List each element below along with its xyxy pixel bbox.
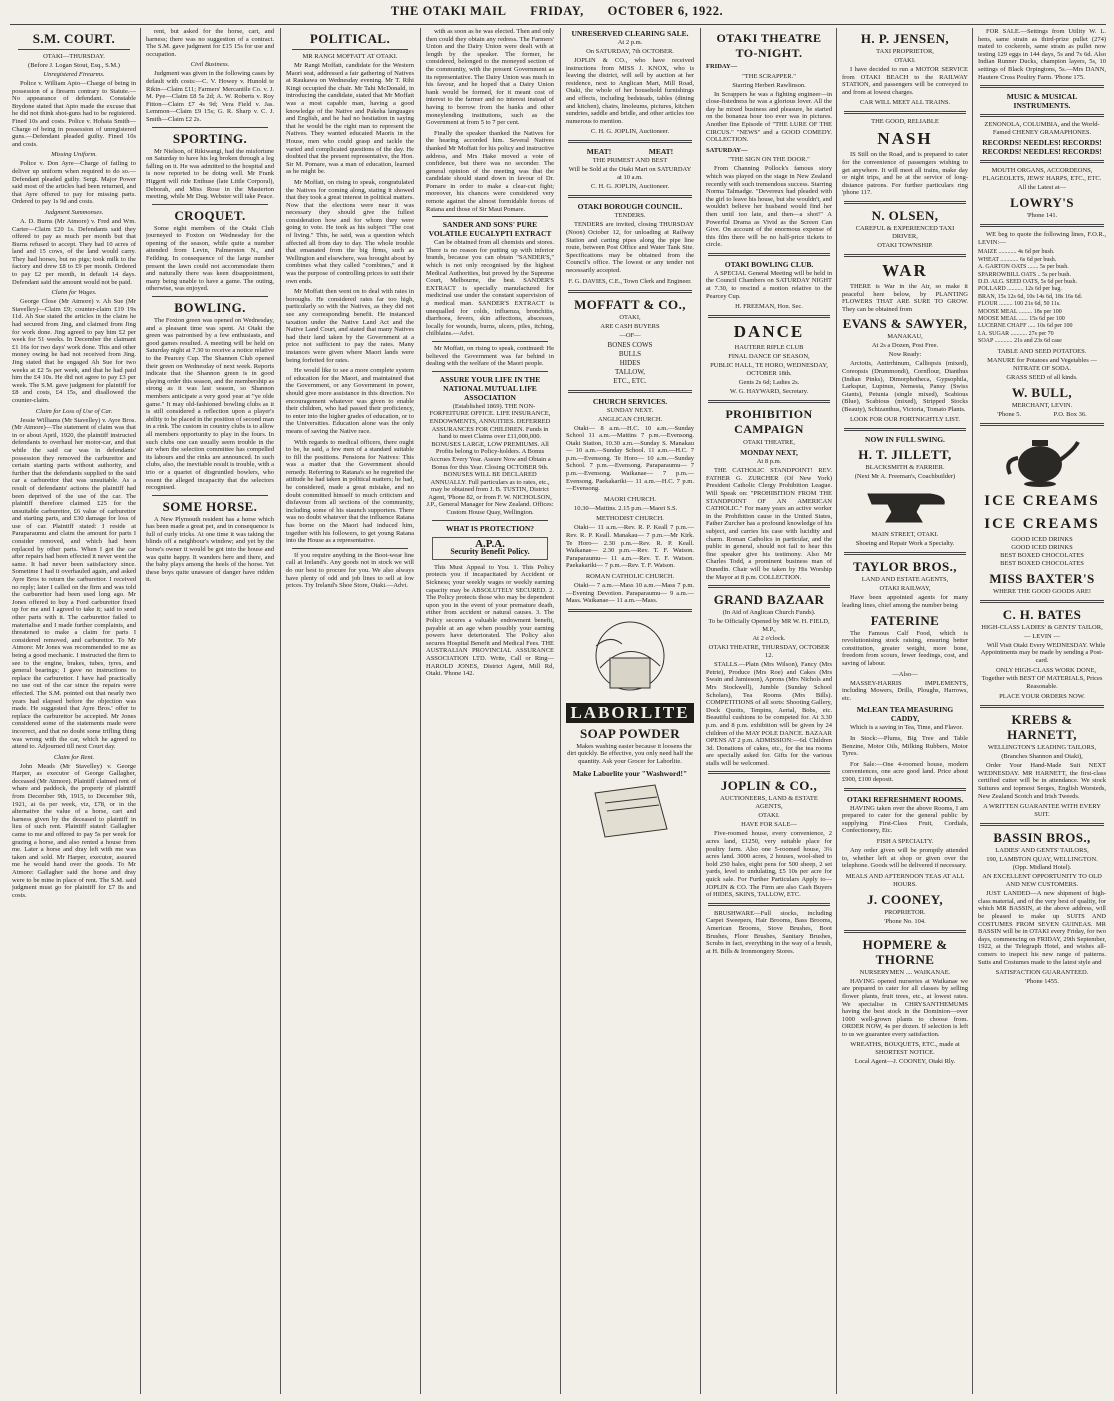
latest-label: All the Latest at— <box>1017 184 1067 192</box>
bowling-club-title: OTAKI BOWLING CLUB. <box>724 259 814 269</box>
sale-text: JOPLIN & CO., who have received instructions from MISS J. KNOX, who is leaving the district, will sell by auction at her residence, next to Anglican Mart, Mill Road, Otaki, the whole of her household furnishings and effects, including bedsteads, tables (dining and kitchen), chairs, linoleums, pictures, kitchen sundries, saddle and bridle, and other articles too numerous to mention. <box>566 57 694 125</box>
sporting-heading: SPORTING. <box>172 130 248 146</box>
church-text: 10.30—Mattins. 2.15 p.m.—Maori S.S. <box>574 504 678 512</box>
divider <box>844 428 966 431</box>
apa-badge-sub: Security Benefit Policy. <box>450 547 530 557</box>
article-text: Mr Nielson, of Rikiwangi, had the misfortune on Saturday to have his leg broken through a leg falling on it. He was admitted to the hospital and is now reported to be doing well. Mr Frank Higgott will ride Enthuse (late Little Corporal), Deborah, and Miss Rose in the Masterton meeting, while Mr Dug. Webster will take Peace. <box>146 147 274 201</box>
prohibition-text: THE CATHOLIC STANDPOINT! REV. FATHER G. ZURCHER (Of New York) President Catholic Clergy Prohibition League. Will Speak on: "PROHIBITION FROM THE STANDPOINT OF AN AMERICAN CATHOLIC." For many years an active worker in the Prohibition cause in the United States, Father Zurcher has a profound knowledge of his subject, and carries his case with lucidity and charm. Roman Catholics in particular, and the public in general, should not fail to hear this fine speaker give his testimony. Also Mr Charles Todd, a prominent business man of Dunedin. Chair will be taken by His Worship the Mayor at 8 p.m. COLLECTION. <box>706 467 832 581</box>
stock-text: In Stock:—Plums, Big Tree and Table Benzine, Motor Oils, Milking Rubbers, Motor Tyres. <box>842 735 968 758</box>
bassin-title: BASSIN BROS., <box>993 830 1091 846</box>
divider <box>980 224 1104 227</box>
column-divider <box>140 28 141 1394</box>
political-heading: POLITICAL. <box>309 31 391 46</box>
evans-text: Arctotis, Antirrhinum, Calliopsis (mixed), Coreopsis (Drummondi), Cornflour, Dianthus (Indian Pinks), Dimorphotheca, Gypsophila, Larkspur, Lupinus, Nemesia, Pansy (Swiss Giants), Petunia (single mixed), Scabious (Blue), Scabious (mixed), Stripped Stocks (Beauty), Schizanthus, Victoria, Tomato Plants. <box>842 360 968 413</box>
baxter-sub: WHERE THE GOOD GOODS ARE! <box>992 587 1092 595</box>
ice-creams-heading-1: ICE CREAMS <box>984 492 1100 509</box>
dance-text: PUBLIC HALL, TE HORO, WEDNESDAY, OCTOBER 18th. <box>710 362 828 378</box>
apa-text: This Must Appeal to You. 1. This Policy protects you if incapacitated by Accident or Sickness; your weekly wages or weekly earning capacity may be ABSOLUTELY SECURED. 2. The Policy protects those who may be dependent upon you in the event of your premature death, either from accident or natural causes. 3. The Policy secures a valuable endowment benefit, payable at an age when possibly your earning powers have deteriorated. The Policy also secures Hospital Benefit and Medical Fees. THE AUSTRALIAN PROVINCIAL ASSURANCE ASSOCIATION LTD. Write, Call or Ring— HAROLD JONES, District Agent, Mill Rd, Otaki. 'Phone 142. <box>426 563 554 678</box>
section-title: Judgment Summonses. <box>44 208 104 216</box>
divider <box>152 296 268 297</box>
apa-badge-title: A.P.A. <box>475 537 505 550</box>
jensen-text: I have decided to run a MOTOR SERVICE from OTAKI BEACH to the RAILWAY STATION, and passengers will be conveyed to and from at lowest charges. <box>842 66 968 96</box>
bates-sub: HIGH-CLASS LADIES' & GENTS' TAILOR, <box>981 623 1103 631</box>
evans-list: LOOK FOR OUR FORTNIGHTLY LIST. <box>850 416 960 424</box>
article-text: Some eight members of the Otaki Club journeyed to Foxton on Wednesday for the opening of the season, while quite a number attended from Levin, Palmerston N., and Feilding. In consequence of the large number present the lawn could not accommodate them and naturally there was keen disappointment, many being unable to have a game. The outing, otherwise, was enjoyed. <box>146 224 274 293</box>
evans-price: At 2s a Dozen, Post Free. <box>871 342 939 350</box>
hopmere-title: HOPMERE & THORNE <box>862 936 948 967</box>
joplin-title: JOPLIN & CO., <box>720 778 818 794</box>
sale-title: UNRESERVED CLEARING SALE. <box>571 29 689 38</box>
dance-sub: HAUTERE RIFLE CLUB <box>734 344 804 352</box>
music-title: MUSIC & MUSICAL INSTRUMENTS. <box>1006 92 1078 111</box>
section-title: Claim for Loss of Use of Car. <box>35 407 113 415</box>
prohibition-time: At 8 p.m. <box>756 458 782 466</box>
bull-grass: GRASS SEED of all kinds. <box>1006 373 1078 381</box>
church-text: Otaki— 7 a.m.—Mass 10 a.m.—Mass 7 p.m.—Evening Devotion. Paraparaumu— 9 a.m.—Mass. Waikanae— 11 a.m.—Mass. <box>566 582 694 605</box>
joplin-sub: AUCTIONEERS, LAND & ESTATE AGENTS, <box>720 795 818 811</box>
friday-label: FRIDAY— <box>706 63 738 70</box>
teapot-illustration <box>1002 430 1082 488</box>
article-text: with as soon as he was elected. Then and only then could they obtain any redress. The Farmers' Union and the Dairy Union were dealt with at length by the speaker. The former, he considered, belonged to the moneyed section of the community, with the present Government as its representative. The Dairy Union was much in his favour, and he hoped that a Dairy Union bank would be formed, for it meant cost of interest to the farmer and no interest instead of having to borrow from the banks and other moneylending institutions, such as the Government at from 5 to 7 per cent. <box>426 28 554 127</box>
bazaar-open: To be Officially Opened by MR W. H. FIELD, M.P., <box>708 618 830 634</box>
lowry-phone: 'Phone 141. <box>1026 212 1058 220</box>
bassin-sub: LADIES' AND GENTS' TAILORS, <box>995 847 1089 855</box>
divider <box>708 253 830 256</box>
divider <box>980 423 1104 426</box>
taylor-place: OTAKI RAILWAY, <box>879 585 931 593</box>
fish-title: FISH A SPECIALTY. <box>876 837 934 845</box>
evans-title: EVANS & SAWYER, <box>842 316 968 332</box>
bassin-phone: 'Phone 1455. <box>1025 978 1059 986</box>
masthead-date: OCTOBER 6, 1922. <box>607 4 724 18</box>
column-1-court <box>12 28 136 1394</box>
olsen-place: OTAKI TOWNSHIP. <box>877 241 933 249</box>
mclean-text: Which is a saving in Tea, Time, and Flavor. <box>850 724 963 732</box>
bazaar-text: STALLS.—Plain (Mrs Wilson), Fancy (Mrs Petrie), Produce (Mrs Roe) and Cakes (Mrs Swain and Jamieson), Aprons (Mrs Nichols and Mrs Stockwell), Jumble (Sunday School Scholars), Tea Rooms (Mrs Bills). COMPETITIONS of all sorts: Shooting Gallery, Dock Quoits, Tenpins, Aerial, Bobs, etc. Beautiful cushions to be competed for. At 3.30 p.m. and 8 p.m. exhibition will be given by 24 children of the MAY POLE DANCE. BAZAAR OPENS AT 2 p.m. ADMISSION:—6d. Children 3d. Donations of cakes, etc., for the tea rooms are specially asked for. Gifts for the various stalls will be welcomed. <box>706 661 832 767</box>
meals-text: MEALS AND AFTERNOON TEAS AT ALL HOURS. <box>845 872 965 888</box>
zon-text: ZENONOLA, COLUMBIA, and the World-Famed CHENEY GRAMAPHONES. <box>984 121 1100 137</box>
divider <box>980 705 1104 708</box>
sanders-text: Can be obtained from all chemists and stores. There is no reason for putting up with inferior brands, because you can obtain "SANDER'S," which is not only recognised by the highest Medical Authorities, but proved by the Supreme Court, Melbourne, the best. SANDER'S EXTRACT is specially manufactured for medicinal use under the constant supervision of a medical man. SANDER'S EXTRACT is unequalled for colds, influenza, bronchitis, diarrhoea, fevers, skin affections, abscesses, locally for wounds, burns, ulcers, piles, itching, chilblains.—Advt. <box>426 239 554 338</box>
bowling-club-text: A SPECIAL General Meeting will be held in the Council Chambers on SATURDAY NIGHT at 7.30, to rescind a motion relative to the Pearcey Cup. <box>706 269 832 300</box>
meat-sub: THE PRIMEST AND BEST <box>592 157 668 165</box>
divider <box>980 600 1104 603</box>
prohibition-place: OTAKI THEATRE, <box>743 439 795 447</box>
article-text: A New Plymouth resident has a horse which has been made a great pet, and in consequence is full of curly tricks. At one time it was taking the blinds off a neighbour's window; and yet by the horse's owner it would be got into the house and was quite happy. It wanders here and there, and the baby plays among the heels of the horse. Yet these boys quite unaware of danger have ridden it. <box>146 515 274 584</box>
sale-date: On SATURDAY, 7th OCTOBER. <box>586 48 674 55</box>
section-text: John Meads (Mr Stavelley) v. George Harper, as executor of George Gallagher, deceased (Mr Atmore). Plaintiff claimed rent of whare and paddock, the property of plaintiff from December 9th, 1915, to December 9th, 1921, at 6s per week, viz, £78, or in the alternative the value of a horse, cart and harness given by the deceased to plaintiff in lieu of such rent. Plaintiff stated: Gallagher came to me and offered to pay 5s per week for grazing a horse, and also rented a house from me. Later a horse and dray left with me was taken and sold. Mr Harper, executor, assured me he would hand over the goods. To Mr Atmore: Gallagher said the horse and dray were to be mine in place of rent. The S.M. said judgment must go for plaintiff for £7 8s and costs. <box>12 762 136 899</box>
jensen-tag: CAR WILL MEET ALL TRAINS. <box>859 99 951 107</box>
court-heading: S.M. COURT. <box>32 31 116 46</box>
swing-title: NOW IN FULL SWING. <box>865 435 945 445</box>
nash-title: NASH <box>877 129 933 149</box>
tenders-text: TENDERS are invited, closing THURSDAY (Noon) October 12, for unloading at Railway Station and carting pipes along the pipe line route, between Post Office and Water Tank Site. Specifications may be obtained from the Council's office. The lowest or any tender not necessarily accepted. <box>566 221 694 274</box>
bates-text: Will Visit Otaki Every WEDNESDAY. While Appointments may be made by sending a Post-card. <box>980 641 1106 664</box>
war-text: THERE is War in the Air, so make it peaceful here below, by PLANTING FLOWERS THAT ARE SURE TO GROW. They can be obtained from <box>842 282 968 313</box>
political-sub: MR RANGI MOFFATT AT OTAKI. <box>302 53 398 60</box>
fish-text: Any order given will be promptly attended to, whether left at shop or given over the telephone. Goods will be delivered if necessary. <box>842 846 968 870</box>
divider <box>152 204 268 205</box>
section-title: Missing Uniform. <box>51 151 97 159</box>
column-2-sport <box>146 28 274 1394</box>
joplin-sale: HAVE FOR SALE— <box>741 821 797 829</box>
moffatt-title: MOFFATT & CO., <box>574 296 686 312</box>
court-place: OTAKI—THURSDAY. <box>43 53 105 60</box>
section-text: Police v. Don Ayre—Charge of failing to deliver up uniform when required to do so.—Defendant pleaded guilty. Sergt. Major Power said most of the articles had been returned, and that Ayre offered to pay for missing parts. Ordered to pay 1s 9d and costs. <box>12 160 136 206</box>
column-4-political-cont <box>426 28 554 1394</box>
divider <box>568 609 692 612</box>
divider <box>292 49 408 50</box>
section-title: Claim for Rent. <box>53 753 95 761</box>
section-title: Unregistered Firearms. <box>43 71 105 78</box>
laborlite-packet-illustration <box>585 781 675 841</box>
saturday-label: SATURDAY— <box>706 146 748 154</box>
laborlite-text: Makes washing easier because it loosens the dirt quickly. Be effective, you only need half the quantity. Ask your Grocer for Laborlite. <box>567 742 693 765</box>
laborlite-sub: SOAP POWDER <box>579 725 681 741</box>
bull-manure: MANURE for Potatoes and Vegetables — NITRATE OF SODA. <box>987 356 1097 372</box>
masthead-day: FRIDAY, <box>530 4 584 18</box>
bull-table: TABLE AND SEED POTATOES. <box>997 347 1087 355</box>
dance-sub2: FINAL DANCE OF SEASON, <box>728 353 810 361</box>
column-divider <box>972 28 973 1394</box>
divider <box>568 290 692 293</box>
laborlite-title: LABORLITE <box>566 703 694 723</box>
bazaar-sub: (In Aid of Anglican Church Funds). <box>722 609 816 617</box>
divider <box>844 552 966 555</box>
divider <box>708 585 830 588</box>
brushware-text: BRUSHWARE—Full stocks, including Carpet Sweepers, Hair Brooms, Bass Brooms, American Brooms, Stove Brushes, Boot Brushes, Floor Brushes, Sanitary Brushes, Scrubs in fact, everything in the way of a brush, at H. Bills & Ironmongery Stores. <box>706 909 832 955</box>
prohibition-title: PROHIBITION CAMPAIGN <box>725 407 813 437</box>
bazaar-place: OTAKI THEATRE, THURSDAY, OCTOBER 12. <box>708 644 830 660</box>
church-catholic: ROMAN CATHOLIC CHURCH. <box>585 573 675 580</box>
article-text: Mr Rangi Moffatt, candidate for the Western Maori seat, addressed a fair gathering of Natives at Raukawa on Wednesday evening. Mr T. Rihi Kingi occupied the chair. Mr Tahi McDonald, in introducing the candidate, stated that Mr Moffatt was a most capable man, having a good knowledge of the Native and Pakeha languages and English, and he had no hesitation in saying that he would be the right man to represent the Natives. They wanted educated Maoris in the House, men who could grasp and tackle the varied and complicated questions of the day. He doubted that the present representative, the Hon. Sir M. Pomare, was a man of education, learned as he might be. <box>286 62 414 176</box>
meat-title: MEAT! MEAT! <box>586 147 674 157</box>
bates-title: C. H. BATES <box>1002 606 1082 622</box>
bazaar-time: At 2 o'clock. <box>752 635 786 643</box>
ice-list: GOOD ICED DRINKS GOOD ICED DRINKS BEST BOXED CHOCOLATES BEST BOXED CHOCOLATES <box>1000 535 1084 567</box>
jillett-street: MAIN STREET, OTAKI. <box>871 531 939 539</box>
divider <box>432 520 548 521</box>
divider <box>152 127 268 128</box>
jensen-place: OTAKI. <box>894 57 916 64</box>
divider <box>432 341 548 342</box>
lowry-title: LOWRY'S <box>1010 195 1074 211</box>
moffatt-of: —OF— <box>619 331 641 339</box>
prohibition-day: MONDAY NEXT, <box>740 448 798 458</box>
section-text: George Close (Mr Atmore) v. Ah Sue (Mr Stavelley)—Claim £9; counter-claim £19 19s 11d. Ah Sue stated the articles in the claim he had secured from Jing, and claimed from Jing for work done. Jing agreed to pay him £2 per week for 51 weeks. In December the claimant £1 16s for two days' work done. This and other money owing he had not received from Jing. Jing stated that he engaged Ah Sue for two weeks at £2 5s per week, and that he had paid him the £4 10s. He did not agree to pay £3 per week. The S.M. gave judgment for plaintiff for £8 and costs, £4 15s, and disallowed the counter-claim. <box>12 298 136 404</box>
friday-text: In Scrappers he was a fighting engineer—in close-fistedness he was a glorious lover. All the day he mixed business and pleasure, he started on the bonanza hour too ever was in pictures. Another fine Episode of "THE LURE OF THE CIRCUS." "NEWS" and a GOOD COMEDY. COLLECTION. <box>706 90 832 144</box>
moffatt-sub: ARE CASH BUYERS <box>600 322 660 330</box>
article-text: Judgment was given in the following cases by default with costs:—C. V. Howey v. Hunold te Rikin—Claim £11; Farmers' Mercantile Co. v. J. M. Pye—Claim £8 5s 2d; A. W. Roberts v. Roy Fitton—Claim £7 4s 9d; Vera Field v. Jas. Lemmon—Claim £9 15s; G. R. Sharp v. C. J. Smith—Claim £2 2s. <box>146 70 274 123</box>
bates-place: — LEVIN — <box>1024 632 1060 640</box>
apa-title: WHAT IS PROTECTION? <box>445 523 535 533</box>
friday-star: Starring Herbert Rawlinson. <box>732 81 806 89</box>
krebs-text: Order Your Hand-Made Suit NEXT WEDNESDAY. MR HARNETT, the first-class certified cutter will be in attendance. We stock Suitures and topmost Serges, English Worsteds, New Zealand Scotch and Irish Tweeds. <box>978 762 1106 800</box>
divider <box>708 771 830 774</box>
faterine-text: The Famous Calf Food, which is revolutionising stock raising, ensuring better constitution, greater weight, more bone, freedom from scours, fewer feedings, cost, and saving of labour. <box>842 629 968 668</box>
mclean-title: McLEAN TEA MEASURING CADDY, <box>856 705 954 724</box>
evans-ready: Now Ready: <box>888 351 922 359</box>
divider <box>568 140 692 143</box>
taylor-sub: LAND AND ESTATE AGENTS, <box>861 576 949 584</box>
records-text: RECORDS! NEEDLES! RECORDS! RECORDS! NEEDLES! RECORDS! <box>982 138 1102 157</box>
dance-title: DANCE <box>733 322 805 342</box>
column-7-advertisements <box>842 28 968 1394</box>
house-sale-text: For Sale:—One 4-roomed house, modern conveniences, one acre good land. Price about £900, £100 deposit. <box>842 760 968 783</box>
agent-text: Local Agent—J. COONEY, Otaki Rly. <box>854 1058 956 1066</box>
bowling-heading: BOWLING. <box>174 300 246 316</box>
church-maori: MAORI CHURCH. <box>603 495 656 503</box>
divider <box>844 254 966 257</box>
column-5-notices <box>566 28 694 1394</box>
divider <box>980 160 1104 163</box>
bates-work: ONLY HIGH-CLASS WORK DONE, Together with BEST OF MATERIALS, Prices Reasonable. <box>981 667 1103 690</box>
baxter-title: MISS BAXTER'S <box>989 570 1095 586</box>
council-title: OTAKI BOROUGH COUNCIL. <box>577 202 683 212</box>
divider <box>844 788 966 791</box>
saturday-text: From Channing Pollock's famous story which was played on the stage in New Zealand recently with such tremendous success. Starring Norma Talmadge. "Devereux had pleaded with the girl to leave his house, but she wouldn't, and wouldn't believe her husband would find her then until too late, and then—a shot!" A Powerful Drama as Vivid as the Screen Can Give. On account of the enormous expense of this film there will be no half-price tickets to circle. <box>706 165 832 249</box>
article-text: Mr Moffatt, on rising to speak, congratulated the Natives for coming along, stating it showed that they took a great interest in political matters. Now that the elections were near it was necessary they should give the fullest consideration how and for whom they were going to vote. He took as his subject "The cost of living." This, he said, was a question which affected all from day to day. The whole trouble that emanated from the big firms, such as Wellington and elsewhere, was brought about by combines what they called "combines," and it was the purpose of controlling prices to suit their own ends. <box>286 178 414 285</box>
divider <box>708 400 830 403</box>
cooney-title: J. COONEY, <box>866 891 944 907</box>
divider <box>18 49 130 50</box>
meat-sign: C. H. G. JOPLIN, Auctioneer. <box>590 183 670 191</box>
joplin-place: OTAKI. <box>758 812 780 820</box>
article-text: Mr Moffatt then went on to deal with rates in boroughs. He considered rates far too high, particularly so with the Natives, as they did not see any corresponding benefit. He instanced taxation under the Native Land Act and the Native Land Court, and stated that many Natives had their land taken by the Government at a price not sufficient to pay the rates. Many instances were given where Maori lands were being forfeited for rates. <box>286 288 414 364</box>
anvil-illustration <box>860 484 950 528</box>
divider <box>432 216 548 217</box>
article-text: Mr Moffatt, on rising to speak, continued: He believed the Government was far behind in dealing with the welfare of the Maori people. <box>426 344 554 368</box>
olsen-sub: CAREFUL & EXPERIENCED TAXI DRIVER, <box>855 224 955 240</box>
krebs-guarantee: A WRITTEN GUARANTEE WITH EVERY SUIT. <box>983 803 1101 819</box>
column-6-entertainment <box>706 28 832 1394</box>
cooney-sub: PROPRIETOR. <box>884 908 926 916</box>
masthead <box>0 0 1114 20</box>
article-text: The Foxton green was opened on Wednesday, and a pleasant time was spent. At Otaki the green was patronised by a few enthusiasts, and good games resulted. A meeting will be held on Saturday night at 7.30 to receive a notice relative to the Pearcey Cup. The Shannon Club opened their green on Wednesday of next week. Reports indicate that the Shannon green is in good playing order this season, and the membership as strong as it was last season, so Shannon members anticipate a very good year at "ye olde game." It may old-fashioned bowling clubs as it is still considered a reflection upon a player's ability to be placed in the position of second man in a rink. The custom in country clubs is to allow all members opportunity to play in the fours. In such clubs one can usually seem trouble in the air when the selection committee has compelled its labours and the rinks are announced. In such clubs, also, the inevitable result is trouble, with a trio or a quartet of disgruntled bowlers, who resent the alleged incapacity that the selectors recognised. <box>146 317 274 492</box>
column-divider <box>280 28 281 1394</box>
bull-intro: WE beg to quote the following lines, F.O.R., LEVIN:— <box>978 231 1106 246</box>
bassin-text: JUST LANDED—A new shipment of high-class material, and of the very best of quality, for which MR BASSIN, at the above address, will be pleased to make up SUITS AND COSTUMES FROM SEVEN GUINEAS. MR BASSIN will be in OTAKI every Friday, for two days, commencing on FRIDAY, 29th September, 1922, at the Telegraph Hotel, and wishes all-comers to inspect his new range of patterns. Suits and Costumes made to the latest style and <box>978 890 1106 966</box>
krebs-branch: (Branches Shannon and Otaki), <box>1001 753 1083 761</box>
divider <box>568 195 692 198</box>
section-text: A. D. Burns (Mr Atmore) v. Fred and Wm. Carter—Claim £20 1s. Defendants said they offered to pay as much per month but that Burns refused to accept. They had 10 acres of land and 15 cows, of the land would carry. They had horses, but no pigs; took milk to the factory and drew £8 to £9 per month. Ordered to pay £2 per month, in default 14 days. Defendant said the amount would not be paid. <box>12 217 136 286</box>
tenders-title: TENDERS. <box>614 212 646 220</box>
theatre-title: OTAKI THEATRE TO-NIGHT. <box>716 31 822 60</box>
hopmere-text: HAVING opened nurseries at Waikanae we are prepared to cater for all classes by selling flower plants, fruit trees, etc., at lowest rates. We specialise in CHRYSANTHEMUMS having the best stock in the Dominion—over 1000 well-grown plants to choose from. ORDER NOW, 4s per dozen. If selection is left to us we guarantee every satisfaction. <box>842 977 968 1038</box>
sale-sign: C. H. G. JOPLIN, Auctioneer. <box>590 128 670 136</box>
advert-text: If you require anything in the Boot-wear line call at Ireland's. Any goods not in stock we will do our best to procure for you. We also always have plenty of odd and job lines to sell at low prices. Try Ireland's Shoe Store, Otaki.—Advt. <box>286 551 414 590</box>
article-text: Finally the speaker thanked the Natives for the hearing accorded him. Several Natives thanked Mr Moffatt for his policy and instructive address, and Mrs Hake moved a vote of confidence, but there was no seconder. The general opinion of the meeting was that the candidate should stand down in favour of Dr. Pomare in order to make a clear-cut fight; moreover, his chances were considered very remote against the almost formidable forces of Ratana and those of Sir Maui Pomare. <box>426 129 554 213</box>
also-label: —Also— <box>892 670 918 678</box>
article-text: He would like to see a more complete system of education for the Maori, and maintained that the Government, or any Government in power, should give more assistance in this direction. No encouragement whatever was given to enable their children, who had passed their proficiency, to enter into the higher grades of education, or to the Universities. Education alone was the only means of saving the Native race. <box>286 367 414 435</box>
bull-title: W. BULL, <box>1011 384 1073 400</box>
sale-time: At 2 p.m. <box>617 39 643 46</box>
tenders-sign: F. G. DAVIES, C.E., Town Clerk and Engineer. <box>568 277 692 285</box>
divider <box>980 85 1104 88</box>
church-text: Otaki— 11 a.m.—Rev. R. P. Keall 7 p.m.—Rev. R. P. Keall. Manakau— 7 p.m.—Mr Kirk. Te Horo— 2.30 p.m.—Rev. R. P. Keall. Waikanae— 2.30 p.m.—Rev. T. F. Watson. Paraparaumu— 11 a.m.—Rev. T. F. Watson. Paekakariki— 7 p.m.—Rev. T. F. Watson. <box>566 524 694 570</box>
divider <box>708 315 830 318</box>
taylor-title: TAYLOR BROS., <box>853 559 957 575</box>
divider <box>152 495 268 496</box>
bassin-opportunity: AN EXCELLENT OPPORTUNITY TO OLD AND NEW CUSTOMERS. <box>982 873 1102 889</box>
divider <box>844 930 966 933</box>
divider <box>980 823 1104 826</box>
jillett-address: (Next Mr A. Freeman's, Coachbuilder) <box>854 473 956 481</box>
poultry-text: FOR SALE.—Settings from Utility W. L. hens, same strain as third-prize pullet (274) mated to cockerels, same strain as pullet now testing 129 eggs in 144 days, 5s and 7s 6d. Also Indian Runner Ducks, champion layers, 5s, 10 settings of Black Orpingtons, 5s.—Mrs DANN, Hautere Cross Poultry Farm. 'Phone 175. <box>978 28 1106 81</box>
apa-badge <box>432 537 548 560</box>
column-8-advertisements <box>978 28 1106 1394</box>
bull-price-list: MAIZE ............ 4s 6d per bush. WHEAT ............ 6s 6d per bush. A. GARTON OATS ....... 5s per bush. SPARROWBILL OATS .. 5s per bush. D.D. ALG. SEED OATS, 5s 6d per bush. POLLARD ........... 12s 6d per bag. BRAN, 15s 12s 6d, 10s 14s 6d, 18s 16s 6d. FLOUR ......... 100 21s 6d, 50 11s. MOOSE MEAL ......... 18s per 100 MOOSE MEAL ...... 15s 6d per 100 LUCERNE CHAFF ..... 10s 6d per 100 I.A. SUGAR ........... 27s per 70 SOAP ............ 21s and 23s 6d case <box>978 249 1083 345</box>
church-title: CHURCH SERVICES. <box>592 396 668 406</box>
divider <box>980 114 1104 117</box>
section-title: Claim for Wages. <box>51 289 97 297</box>
divider <box>432 371 548 372</box>
church-anglican: ANGLICAN CHURCH. <box>597 415 663 423</box>
bazaar-title: GRAND BAZAAR <box>713 592 825 608</box>
column-divider <box>560 28 561 1394</box>
column-divider <box>420 28 421 1394</box>
assure-text: (Established 1869). THE NON-FORFEITURE OFFICE. LIFE INSURANCE, ENDOWMENTS, ANNUITIES. DEFERRED ASSURANCES FOR CHILDREN. Funds in hand to meet Claims over £11,000,000. BONUSES LARGE, LOW PREMIUMS. All Profits belong to Policy-holders. A Bonus Accrues Every Year. Assure Now and Obtain a Bonus for this Year. Closing OCTOBER 9th. BONUSES WILL BE DECLARED ANNUALLY. Full particulars as to rates, etc., may be obtained from J. B. TUSTIN, District Agent, 'Phone 82, or from F. W. NICHOLSON, J.P., General Manager for New Zealand. Offices: Custom House Quay, Wellington. <box>426 402 554 517</box>
moffatt-place: OTAKI, <box>619 313 641 321</box>
bull-phone: 'Phone 5. P.O. Box 36. <box>997 410 1087 418</box>
nash-pre: THE GOOD, RELIABLE <box>871 118 939 126</box>
masthead-rule <box>10 24 1106 25</box>
section-text: Jessie Williams (Mr Stavelley) v. Ayre Bros. (Mr Atmore)—The statement of claim was that in or about April, 1920, the plaintiff instructed defendants to overhaul her motor-car, and that while the said car was in defendants' possession they removed the carburettor and certain starting parts without authority, and further that the defendants supplied to the said car a carburettor that was unsuitable. As a result of defendants' actions the plaintiff had been deprived of the use of the car. The plaintiff therefore claimed £25 for the unsuitable carburettor, £6 value of carburettor and starting parts, and £30 damage for loss of use of car. Plaintiff stated: I reside at Paraparaumu and claim the amount for parts I consider removed, and which had been replaced by other parts. When I got the car after repairs had been effected it never went the same. It had never been satisfactory since. Sometime I had it overhauled again, and asked Ayre Bros to return the carburettor. I received no reply; later I called on the firm and was told the carburettor had been used long ago. Mr Jones offered to buy a Ford carburettor fixed up for me and I agreed to take it; said to send other parts with it. The carburettor failed to materialise and I made further complaints, and threatened to make a claim for parts I considered removed, and carburettor. To Mr Atmore: Mr Jones was recommended to me as being a good mechanic. I instructed the firm to see to the engine, brakes, tubes, tyres, and general bearings; I gave no instructions to replace the carburettor. I have had practically no use out of the car since the repairs were effected. The S.M. pointed out that nearly two years had elapsed before the objection was made. He suggested that Ayre Bros.' offer to replace the carburettor be accepted. Mr Jones considered some of the statements made were incorrect, and that no doubt some trifling thing was wrong with the car, which he agreed to attend to. Adjourned till next Court day. <box>12 416 136 751</box>
krebs-sub: WELLINGTON'S LEADING TAILORS, <box>987 744 1097 752</box>
dance-sign: W. G. HAYWARD, Secretary. <box>729 388 809 396</box>
column-3-political <box>286 28 414 1394</box>
laborlite-illustration <box>570 616 690 700</box>
church-text: Otaki— 8 a.m.—H.C. 10 a.m.—Sunday School 11 a.m.—Mattins 7 p.m.—Evensong. Otaki Station, 10.30 a.m.—Sunday S. Manakau— 10 a.m.—Sunday School. 11 a.m.—H.C. 7 p.m.—Evensong. Te Horo— 10 a.m.—Sunday School. 7 p.m.—Evensong. Paraparaumu— 7 p.m.—Evensong. Waikanae— 7 p.m.—Evensong. Paekakariki— 11 a.m.—H.C. 7 p.m.—Evensong. <box>566 424 694 493</box>
wreaths-text: WREATHS, BOUQUETS, ETC., made at SHORTEST NOTICE. <box>850 1041 960 1057</box>
massey-text: MASSEY-HARRIS IMPLEMENTS, including Mowers, Drills, Ploughs, Harrows, etc. <box>842 679 968 702</box>
divider <box>292 548 408 549</box>
evans-place: MANAKAU, <box>887 333 923 341</box>
article-text: With regards to medical officers, there ought to be, he said, a few men of a standard suitable to fill the positions. Pensions for Natives: This was a matter that the Government should remedy. Referring to Ratana's so he regretted the attitude he had taken in political matters; he had, he considered, made a great mistake, and no doubt committed himself to much criticism and disfavour from all sections of the community, including some of his staunch supporters. There was no doubt whatever that the influence Ratana has borne on the Maori had induced him, together with his followers, to get young Ratana into the House as a representative. <box>286 438 414 545</box>
war-title: WAR <box>882 260 928 280</box>
bassin-address: 190, LAMBTON QUAY, WELLINGTON. (Opp. Midland Hotel). <box>986 856 1098 872</box>
divider <box>708 903 830 906</box>
assure-title: ASSURE YOUR LIFE IN THE NATIONAL MUTUAL LIFE ASSOCIATION <box>439 374 541 402</box>
section-text: Police v. William Apio—Charge of being in possession of a firearm contrary to Statute.—No appearance of defendant. Constable Brydone stated that Apio made the excuse that he did not think shot-guns had to be registered. Fined 10s and costs. Police v. Hohaia Smith—Charge of being in possession of unregistered guns.—Defendant pleaded guilty. Fined 10s and costs. <box>12 80 136 148</box>
refreshment-title: OTAKI REFRESHMENT ROOMS. <box>846 794 964 804</box>
court-bench: (Before J. Logan Stout, Esq., S.M.) <box>28 62 120 69</box>
horse-heading: SOME HORSE. <box>162 498 258 514</box>
sanders-title: SANDER AND SONS' PURE VOLATILE EUCALYPTI EXTRACT <box>428 220 552 239</box>
jensen-sub: TAXI PROPRIETOR, <box>876 48 934 55</box>
jillett-title: H. T. JILLETT, <box>858 447 952 463</box>
jillett-sub: BLACKSMITH & FARRIER. <box>865 464 945 472</box>
laborlite-tag: Make Laborlite your "Washword!" <box>572 768 688 778</box>
bates-order: PLACE YOUR ORDERS NOW. <box>999 693 1085 701</box>
dance-price: Gents 2s 6d; Ladies 2s. <box>738 379 800 387</box>
bassin-guarantee: SATISFACTION GUARANTEED. <box>995 969 1089 977</box>
nash-text: IS Still on the Road, and is prepared to cater for the convenience of passengers wishing to get anywhere. It will meet all trains, make day or night trips, and be at the service of long-distance patrons. For further particulars ring 'phone 117. <box>842 151 968 197</box>
hopmere-sub: NURSERYMEN .... WAIKANAE. <box>859 968 951 976</box>
church-sub: SUNDAY NEXT. <box>606 406 654 414</box>
column-divider <box>700 28 701 1394</box>
joplin-text: Five-roomed house, every convenience, 2 acres land, £1250, very suitable place for poultry farm. Also one 5-roomed house, 3¼ acres land. 3000 acres, 2 houses, wool-shed to hold 250 bales, eight pens for 500 sheep, 2 set yards, level to undulating, £5 10s per acre for quick sale. For Further Particulars Apply to— JOPLIN & CO. The Firm are also Cash Buyers of HIDES, SKINS, TALLOW, ETC. <box>706 830 832 899</box>
divider <box>844 111 966 114</box>
jensen-title: H. P. JENSEN, <box>860 31 950 46</box>
article-text: rent, but asked for the horse, cart, and harness; there was no suggestion of a contract. The S.M. gave judgment for £15 15s for use and occupation. <box>146 28 274 58</box>
moffatt-items: BONES COWS BULLS HIDES TALLOW, ETC., ETC. <box>607 340 653 385</box>
meat-text: Will be Sold at the Otaki Mart on SATURDAY at 10 a.m. <box>568 166 692 182</box>
saturday-film: "THE SIGN ON THE DOOR." <box>728 156 810 164</box>
mouth-organ-text: MOUTH ORGANS, ACCORDEONS, FLAGEOLETS, JEWS' HARPS, ETC., ETC. <box>982 167 1102 183</box>
divider <box>844 201 966 204</box>
church-methodist: METHODIST CHURCH. <box>596 515 664 523</box>
divider <box>568 390 692 393</box>
olsen-title: N. OLSEN, <box>871 207 939 223</box>
friday-film: "THE SCRAPPER." <box>742 72 796 80</box>
jillett-tag: Shoeing and Repair Work a Specialty. <box>855 540 955 548</box>
refreshment-text: HAVING taken over the above Rooms, I am prepared to cater for the general public by supplying First-Class Fruit, Cordials, Confectionery, Etc. <box>842 804 968 835</box>
faterine-title: FATERINE <box>870 612 940 628</box>
krebs-title: KREBS & HARNETT, <box>1007 712 1077 743</box>
bull-sub: MERCHANT, LEVIN. <box>1011 401 1073 409</box>
column-divider <box>836 28 837 1394</box>
ice-creams-heading-2: ICE CREAMS <box>984 515 1100 532</box>
taylor-text: Have been appointed agents for many leading lines, chief among the number being <box>842 594 968 610</box>
masthead-title: THE OTAKI MAIL <box>390 4 507 18</box>
civil-title: Civil Business. <box>190 61 230 69</box>
croquet-heading: CROQUET. <box>174 207 246 223</box>
cooney-phone: 'Phone No. 104. <box>884 917 926 925</box>
bowling-club-sign: H. FREEMAN, Hon. Sec. <box>735 303 803 311</box>
